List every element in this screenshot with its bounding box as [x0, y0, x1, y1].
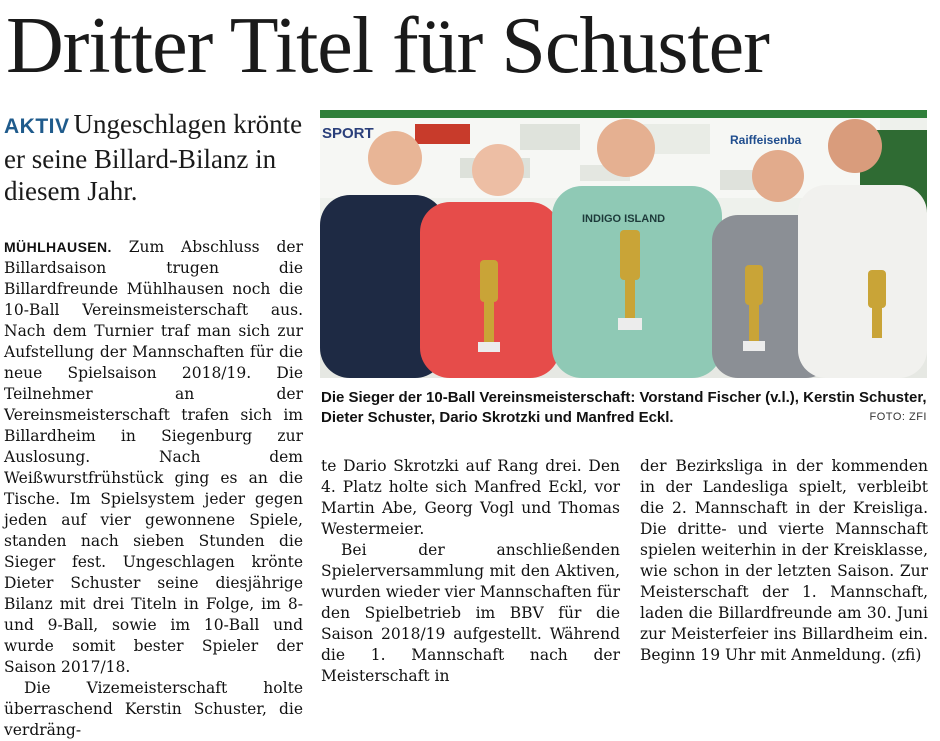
paragraph: Die Vizemeisterschaft holte überraschend Kerstin Schuster, die verdräng-	[4, 679, 303, 739]
article-column-2	[321, 456, 620, 687]
article-column-1	[4, 237, 303, 741]
paragraph: te Dario Skrotzki auf Rang drei. Den 4. Platz holte sich Manfred Eckl, vor Martin Abe, Georg Vogl und Thomas Westermeier.	[321, 457, 620, 538]
banner-bank-text: Raiffeisenba	[730, 133, 802, 147]
article-column-3	[640, 456, 928, 666]
banner-sponsor-text: SPORT	[322, 125, 374, 142]
team-photo-illustration	[320, 110, 927, 378]
kicker	[4, 108, 304, 207]
paragraph	[4, 237, 303, 678]
photo-credit: FOTO: ZFI	[869, 411, 927, 423]
dateline: MÜHLHAUSEN.	[4, 239, 112, 255]
paragraph-text: Zum Abschluss der Billardsaison trugen die Billardfreunde Mühlhausen noch die 10-Ball Vereinsmeisterschaft aus. Nach dem Turnier traf man sich zur Aufstellung der Mannschaften für die neue Spielsaison 2018/19. Die Teilnehmer an der Vereinsmeisterschaft trafen sich im Billardheim in Siegenburg zur Auslosung. Nach dem Weißwurstfrühstück ging es an die Tische. Im Spielsystem jeder gegen jeden auf vier gewonnene Spiele, standen nach sieben Stunden die Sieger fest. Ungeschlagen krönte Dieter Schuster seine diesjährige Bilanz mit drei Titeln in Folge, im 8- und 9-Ball, sowie im 10-Ball und wurde somit bester Spieler der Saison 2017/18.	[4, 238, 303, 676]
headline: Dritter Titel für Schuster	[6, 2, 769, 90]
team-photo	[320, 110, 927, 378]
kicker-tag: AKTIV	[4, 115, 70, 138]
paragraph: Bei der anschließenden Spielerversammlung mit den Aktiven, wurden wieder vier Mannschaften für den Spielbetrieb im BBV für die Saison 2018/19 aufgestellt. Während die 1. Mannschaft nach der Meisterschaft in	[321, 541, 620, 685]
kicker-text: Ungeschlagen krönte er seine Billard-Bilanz in diesem Jahr.	[4, 109, 303, 206]
photo-caption: Die Sieger der 10-Ball Vereinsmeisterschaft: Vorstand Fischer (v.l.), Kerstin Schuster, Dieter Schuster, Dario Skrotzki und Manfred Eckl.	[321, 389, 927, 426]
shirt-text: INDIGO ISLAND	[582, 213, 666, 225]
paragraph: der Bezirksliga in der kommenden in der Landesliga spielt, verbleibt die 2. Mannschaft in der Kreisliga. Die dritte- und vierte Mannschaft spielen weiterhin in der Kreisklasse, wie schon in der letzten Saison. Zur Meisterschaft der 1. Mannschaft, laden die Billardfreunde am 30. Juni zur Meisterfeier ins Billardheim ein. Beginn 19 Uhr mit Anmeldung. (zfi)	[640, 457, 928, 664]
